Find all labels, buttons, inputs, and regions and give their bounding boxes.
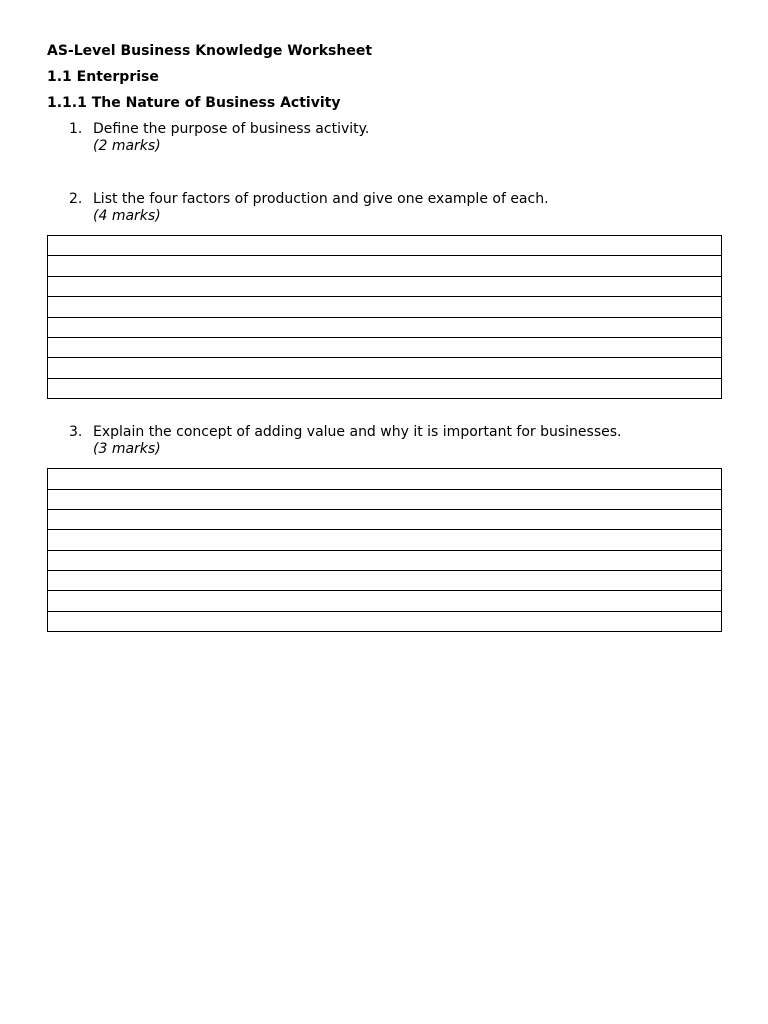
question-1 <box>47 121 721 155</box>
answer-cell[interactable] <box>48 591 722 611</box>
answer-line <box>48 591 722 611</box>
answer-cell[interactable] <box>48 317 722 337</box>
answer-cell[interactable] <box>48 256 722 276</box>
answer-line <box>48 236 722 256</box>
answer-line <box>48 317 722 337</box>
answer-table-question-2 <box>47 235 722 399</box>
question-number: 1. <box>69 121 83 137</box>
answer-cell[interactable] <box>48 571 722 591</box>
answer-line <box>48 571 722 591</box>
answer-line <box>48 276 722 296</box>
answer-cell[interactable] <box>48 469 722 489</box>
question-3 <box>47 424 721 458</box>
question-marks: (4 marks) <box>93 208 161 224</box>
answer-cell[interactable] <box>48 236 722 256</box>
worksheet-title: AS-Level Business Knowledge Worksheet <box>47 43 373 59</box>
answer-line <box>48 611 722 631</box>
worksheet-page <box>47 42 721 632</box>
answer-cell[interactable] <box>48 276 722 296</box>
answer-cell[interactable] <box>48 378 722 398</box>
answer-line <box>48 256 722 276</box>
question-text: List the four factors of production and give one example of each. <box>93 191 549 207</box>
answer-table-question-3 <box>47 468 722 632</box>
answer-line <box>48 489 722 509</box>
question-number: 2. <box>69 191 83 207</box>
question-text: Explain the concept of adding value and why it is important for businesses. <box>93 424 622 441</box>
answer-cell[interactable] <box>48 297 722 317</box>
question-text: Define the purpose of business activity. <box>93 121 370 137</box>
answer-cell[interactable] <box>48 337 722 357</box>
answer-line <box>48 358 722 378</box>
answer-cell[interactable] <box>48 509 722 529</box>
question-marks: (3 marks) <box>93 441 161 458</box>
answer-line <box>48 550 722 570</box>
section-heading: 1.1 Enterprise <box>47 69 159 85</box>
answer-line <box>48 469 722 489</box>
question-number: 3. <box>69 424 83 441</box>
answer-cell[interactable] <box>48 530 722 550</box>
answer-cell[interactable] <box>48 550 722 570</box>
answer-line <box>48 509 722 529</box>
answer-line <box>48 530 722 550</box>
question-2 <box>47 191 721 225</box>
answer-line <box>48 378 722 398</box>
subsection-heading: 1.1.1 The Nature of Business Activity <box>47 95 341 111</box>
answer-line <box>48 297 722 317</box>
question-marks: (2 marks) <box>93 138 161 154</box>
answer-cell[interactable] <box>48 358 722 378</box>
answer-cell[interactable] <box>48 489 722 509</box>
answer-cell[interactable] <box>48 611 722 631</box>
answer-line <box>48 337 722 357</box>
